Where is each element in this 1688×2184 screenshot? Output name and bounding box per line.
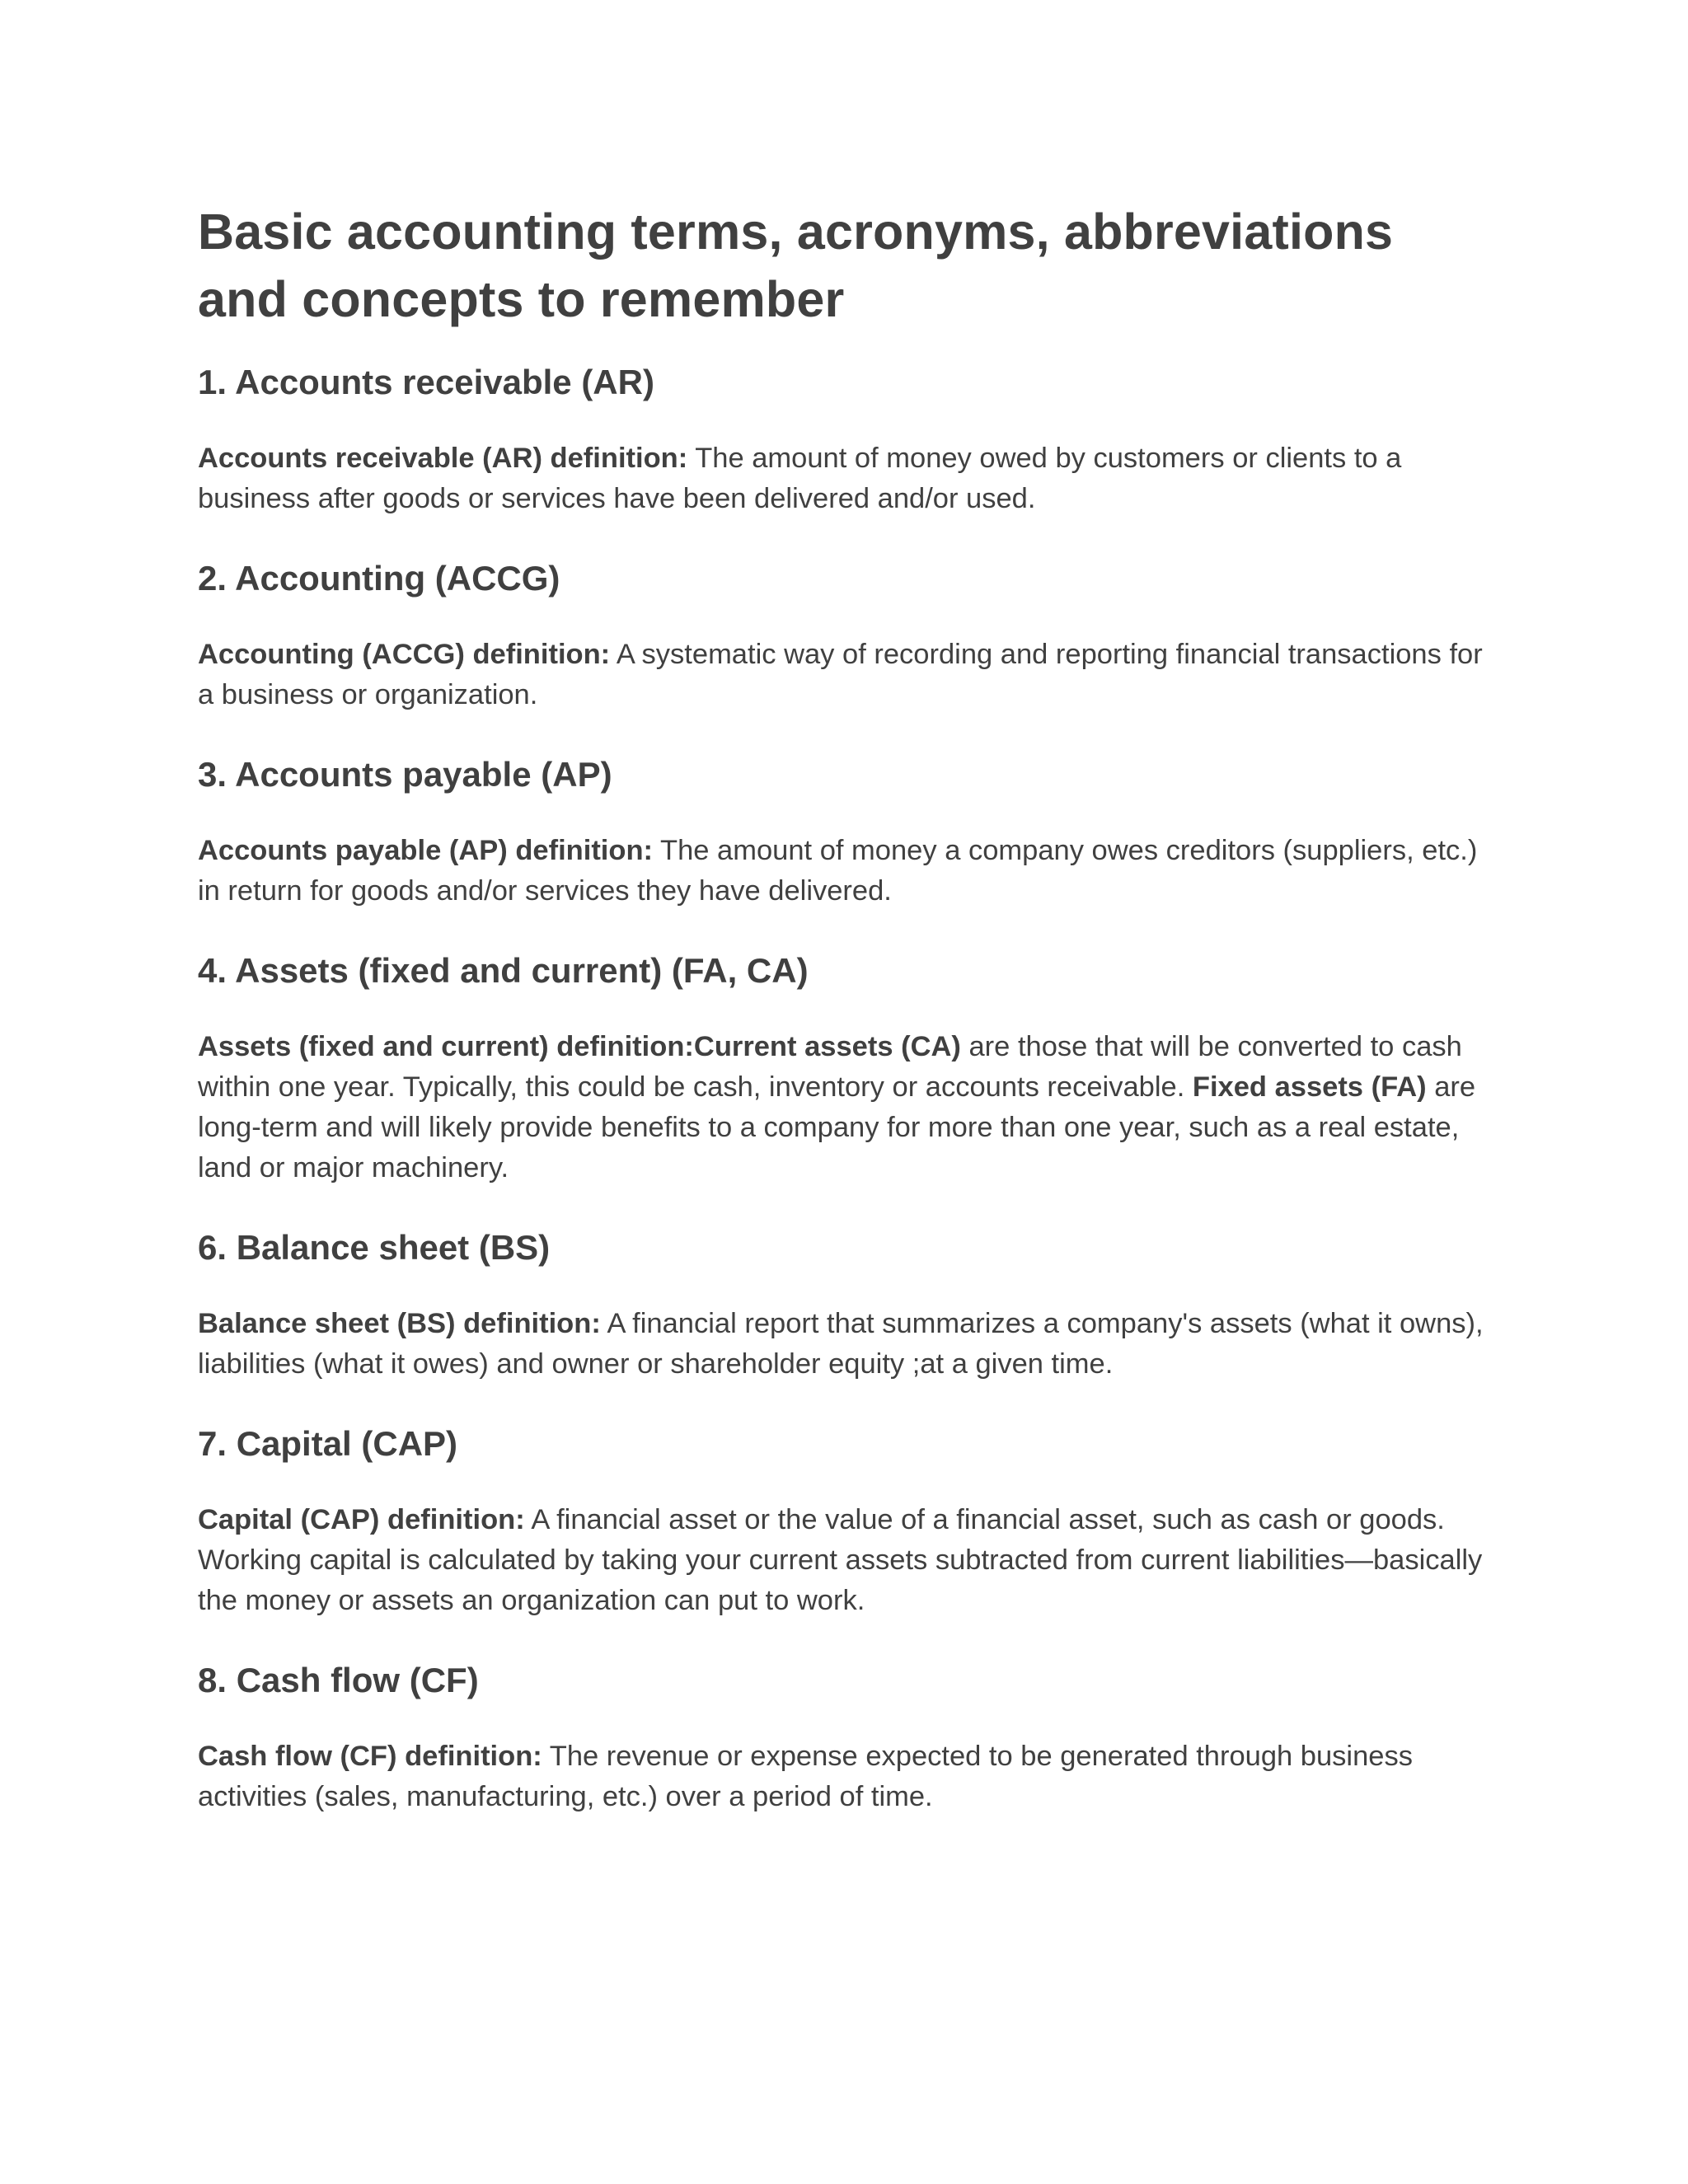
definition-term: Accounting (ACCG) definition: — [198, 639, 611, 670]
definition-term: Accounts receivable (AR) definition: — [198, 443, 688, 474]
definition-text: A systematic way of recording and reporting financial transactions for a business or organization. — [198, 639, 1483, 710]
section-capital — [198, 1419, 1484, 1621]
section-accounting — [198, 554, 1484, 715]
definition-term: Cash flow (CF) definition: — [198, 1741, 542, 1772]
section-heading: 2. Accounting (ACCG) — [198, 559, 560, 598]
definition-term: Balance sheet (BS) definition: — [198, 1308, 601, 1339]
section-definition — [198, 1027, 1484, 1188]
fixed-assets-term: Fixed assets (FA) — [1192, 1071, 1427, 1103]
section-accounts-receivable — [198, 358, 1484, 519]
section-definition — [198, 635, 1484, 715]
section-heading: 3. Accounts payable (AP) — [198, 755, 612, 794]
fixed-assets-text: are long-term and will likely provide benefits to a company for more than one year, such as a real estate, land or major machinery. — [198, 1071, 1476, 1183]
definition-text: The amount of money a company owes creditors (suppliers, etc.) in return for goods and/or services they have delivered. — [198, 835, 1478, 907]
section-heading: 8. Cash flow (CF) — [198, 1661, 479, 1699]
definition-text: The revenue or expense expected to be generated through business activities (sales, manufacturing, etc.) over a period of time. — [198, 1741, 1413, 1812]
section-heading: 6. Balance sheet (BS) — [198, 1228, 551, 1267]
definition-term: Capital (CAP) definition: — [198, 1504, 525, 1535]
section-cash-flow — [198, 1656, 1484, 1817]
definition-term: Accounts payable (AP) definition: — [198, 835, 654, 866]
current-assets-text: are those that will be converted to cash within one year. Typically, this could be cash, inventory or accounts receivable. — [198, 1031, 1462, 1103]
document-page — [198, 198, 1484, 1852]
section-balance-sheet — [198, 1223, 1484, 1385]
section-definition — [198, 831, 1484, 912]
definition-term: Assets (fixed and current) definition: — [198, 1031, 694, 1062]
section-definition — [198, 1304, 1484, 1385]
page-title: Basic accounting terms, acronyms, abbreviations and concepts to remember — [198, 204, 1394, 327]
section-heading: 4. Assets (fixed and current) (FA, CA) — [198, 951, 809, 990]
section-heading: 7. Capital (CAP) — [198, 1424, 458, 1463]
section-definition — [198, 1500, 1484, 1621]
section-definition — [198, 1736, 1484, 1817]
definition-text: The amount of money owed by customers or clients to a business after goods or services have been delivered and/or used. — [198, 443, 1402, 514]
current-assets-term: Current assets (CA) — [693, 1031, 961, 1062]
definition-text: A financial asset or the value of a financial asset, such as cash or goods. Working capital is calculated by taking your current assets subtracted from current liabilities—basically the money or assets an organization can put to work. — [198, 1504, 1483, 1616]
definition-text: A financial report that summarizes a company's assets (what it owns), liabilities (what it owes) and owner or shareholder equity ;at a given time. — [198, 1308, 1484, 1380]
section-accounts-payable — [198, 750, 1484, 912]
section-heading: 1. Accounts receivable (AR) — [198, 363, 654, 401]
section-definition — [198, 438, 1484, 519]
section-assets — [198, 946, 1484, 1188]
